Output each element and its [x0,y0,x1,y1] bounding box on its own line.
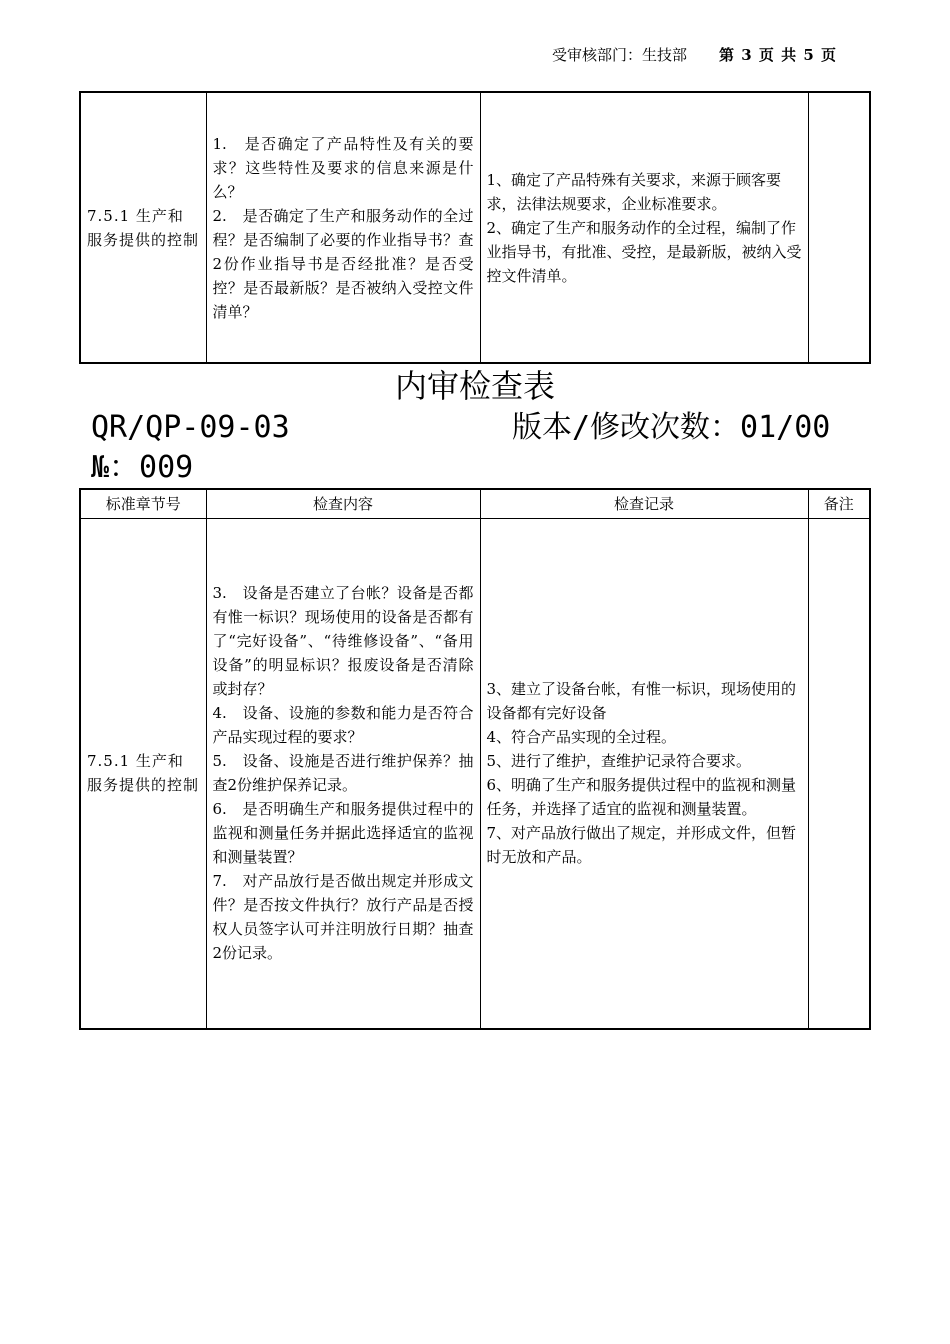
checklist-table [79,488,871,1030]
content-item: 5. 设备、设施是否进行维护保养？抽查2份维护保养记录。 [212,752,474,795]
content-item: 3. 设备是否建立了台帐？设备是否都有惟一标识？现场使用的设备是否都有了“完好设备”、“待维修设备”、“备用设备”的明显标识？报废设备是否清除或封存？ [212,584,474,699]
form-title: 内审检查表 [394,367,555,405]
column-header: 检查记录 [480,489,808,519]
record-item: 4、符合产品实现的全过程。 [486,728,677,747]
inspection-content [206,92,480,363]
content-item: 1. 是否确定了产品特性及有关的要求？这些特性及要求的信息来源是什么？ [212,134,474,201]
record-item: 6、明确了生产和服务提供过程中的监视和测量任务，并选择了适宜的监视和测量装置。 [486,776,797,819]
page-header [552,44,882,65]
remark-cell [808,519,870,1029]
inspection-record [480,519,808,1029]
audited-department: 受审核部门：生技部 [552,46,688,64]
content-item: 6. 是否明确生产和服务提供过程中的监视和测量任务并据此选择适宜的监视和测量装置？ [212,800,474,867]
inspection-content [206,519,480,1029]
clause-number: 7.5.1 生产和服务提供的控制 [80,519,206,1029]
checklist-table-continued [79,91,871,364]
version-revision: 版本/修改次数：01/00 [512,410,831,445]
document-number: №：009 [91,450,194,485]
page-number: 第 3 页 共 5 页 [719,46,838,64]
column-header: 检查内容 [206,489,480,519]
table-row [80,92,870,363]
table-header-row [80,489,870,519]
record-item: 1、确定了产品特殊有关要求，来源于顾客要求，法律法规要求，企业标准要求。 [486,170,782,213]
clause-number: 7.5.1 生产和服务提供的控制 [80,92,206,363]
record-item: 5、进行了维护，查维护记录符合要求。 [486,752,752,771]
column-header: 标准章节号 [80,489,206,519]
remark-cell [808,92,870,363]
inspection-record [480,92,808,363]
table-row [80,519,870,1029]
content-item: 4. 设备、设施的参数和能力是否符合产品实现过程的要求？ [212,704,474,747]
record-item: 3、建立了设备台帐，有惟一标识，现场使用的设备都有完好设备 [486,680,797,723]
form-code: QR/QP-09-03 [91,410,290,445]
record-item: 7、对产品放行做出了规定，并形成文件，但暂时无放和产品。 [486,824,797,867]
content-item: 2. 是否确定了生产和服务动作的全过程？是否编制了必要的作业指导书？查2份作业指导书是否经批准？是否受控？是否最新版？是否被纳入受控文件清单？ [212,206,474,321]
content-item: 7. 对产品放行是否做出规定并形成文件？是否按文件执行？放行产品是否授权人员签字认可并注明放行日期？抽查2份记录。 [212,872,474,963]
record-item: 2、确定了生产和服务动作的全过程，编制了作业指导书，有批准、受控，是最新版，被纳入受控文件清单。 [486,218,802,285]
column-header: 备注 [808,489,870,519]
